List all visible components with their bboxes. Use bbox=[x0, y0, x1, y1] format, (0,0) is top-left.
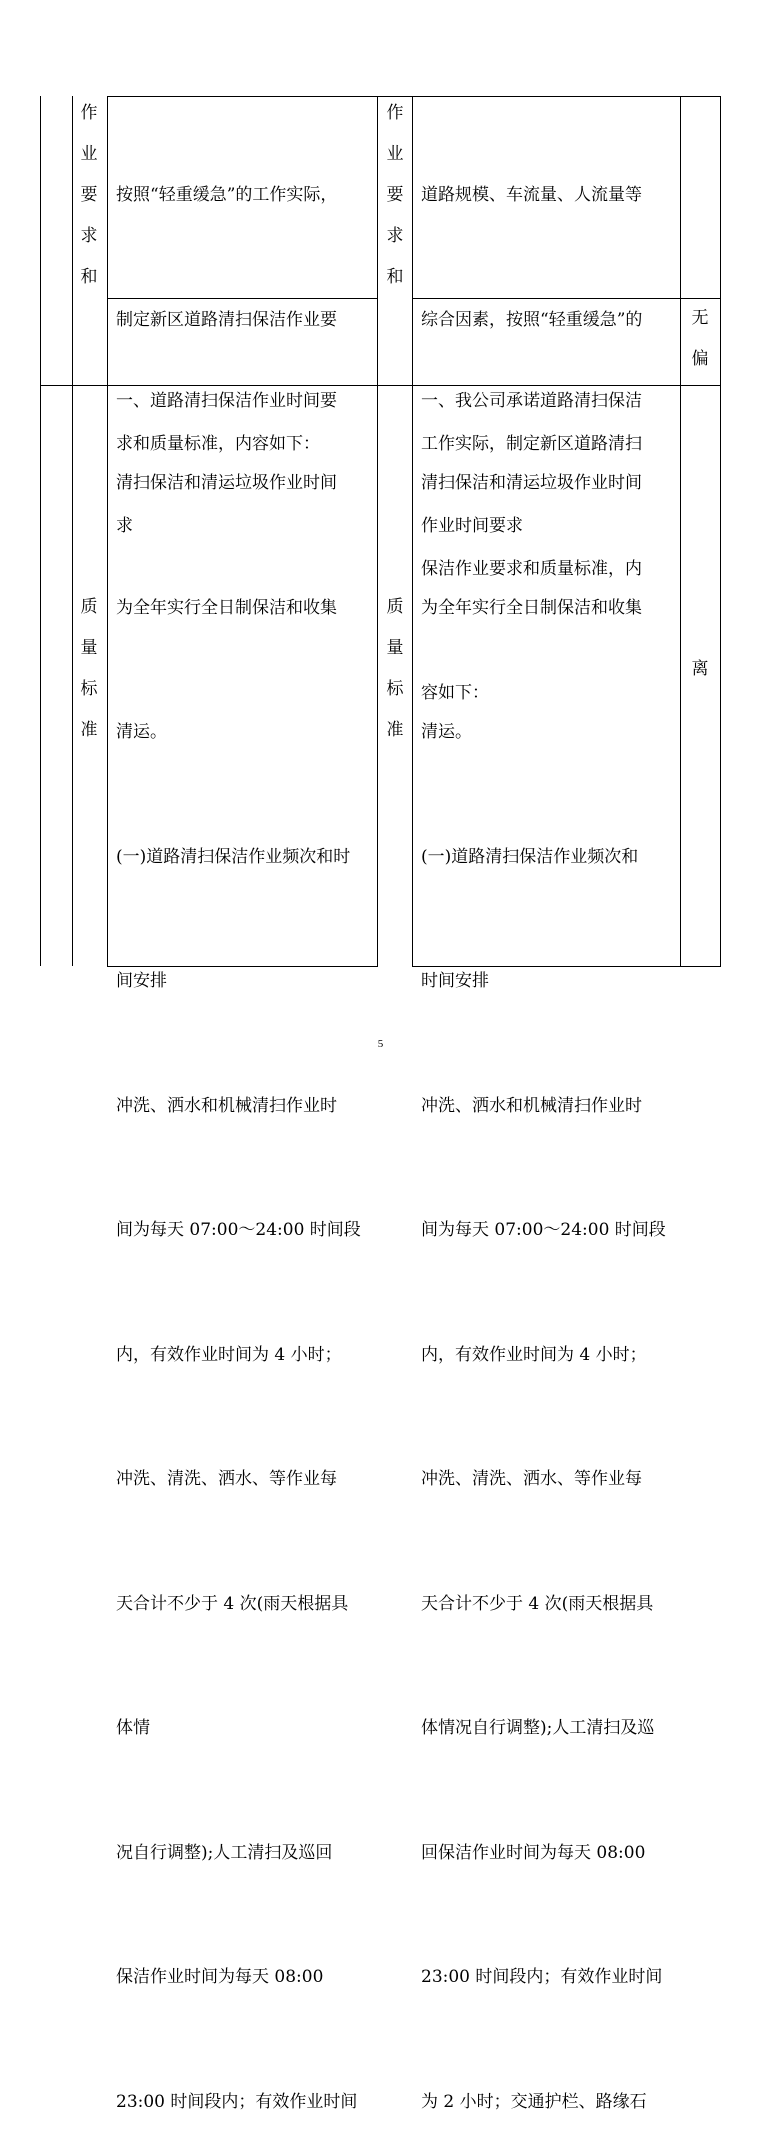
table-right-border bbox=[720, 96, 721, 967]
row1-col1-label: 作 业 要 求 和 bbox=[80, 103, 98, 287]
table-col2-left-border bbox=[107, 96, 108, 967]
table-left-border bbox=[40, 96, 41, 966]
table-col2-right-border bbox=[377, 96, 378, 967]
table-col3-right-border bbox=[412, 96, 413, 967]
row2-col1-label: 质 量 标 准 bbox=[80, 597, 98, 740]
page-number: 5 bbox=[377, 1038, 384, 1050]
table-col1-border bbox=[72, 96, 73, 966]
row2-col2-body: 清扫保洁和清运垃圾作业时间 为全年实行全日制保洁和收集 清运。 (一)道路清扫保洁作业频次和时 间安排 冲洗、洒水和机械清扫作业时 间为每天 07:00～24:00 时间段 内，有效作业时间为 4 小时； 冲洗、清洗、洒水、等作业每 天合计不少于 4 次(雨天根据具 体情 况自行调整);人工清扫及巡回 保洁作业时间为每天 08:00 23:00 时间段内；有效作业时间 bbox=[116, 473, 361, 2112]
row2-col3-label: 质 量 标 准 bbox=[386, 597, 404, 740]
row1-col5-text: 无 偏 bbox=[691, 308, 709, 369]
table-col4-right-border bbox=[680, 96, 681, 967]
row2-col5-text: 离 bbox=[691, 659, 709, 679]
row1-col4-heading: 一、我公司承诺道路清扫保洁 作业时间要求 bbox=[421, 391, 642, 536]
row1-col3-label: 作 业 要 求 和 bbox=[386, 103, 404, 287]
row1-col2-heading: 一、道路清扫保洁作业时间要 求 bbox=[116, 391, 337, 536]
row2-col4-body: 清扫保洁和清运垃圾作业时间 为全年实行全日制保洁和收集 清运。 (一)道路清扫保洁作业频次和 时间安排 冲洗、洒水和机械清扫作业时 间为每天 07:00～24:00 时间段 内，有效作业时间为 4 小时； 冲洗、清洗、洒水、等作业每 天合计不少于 4 次(雨天根据具 体情况自行调整);人工清扫及巡 回保洁作业时间为每天 08:00 23:00 时间段内；有效作业时间 为 2 小时；交通护栏、路缘石 bbox=[421, 473, 666, 2112]
row1-col2-intro: 按照“轻重缓急”的工作实际， 制定新区道路清扫保洁作业要 求和质量标准，内容如下： bbox=[116, 185, 338, 454]
row1-col4-intro: 道路规模、车流量、人流量等 综合因素，按照“轻重缓急”的 工作实际，制定新区道路清扫 保洁作业要求和质量标准，内 容如下： bbox=[421, 185, 643, 703]
